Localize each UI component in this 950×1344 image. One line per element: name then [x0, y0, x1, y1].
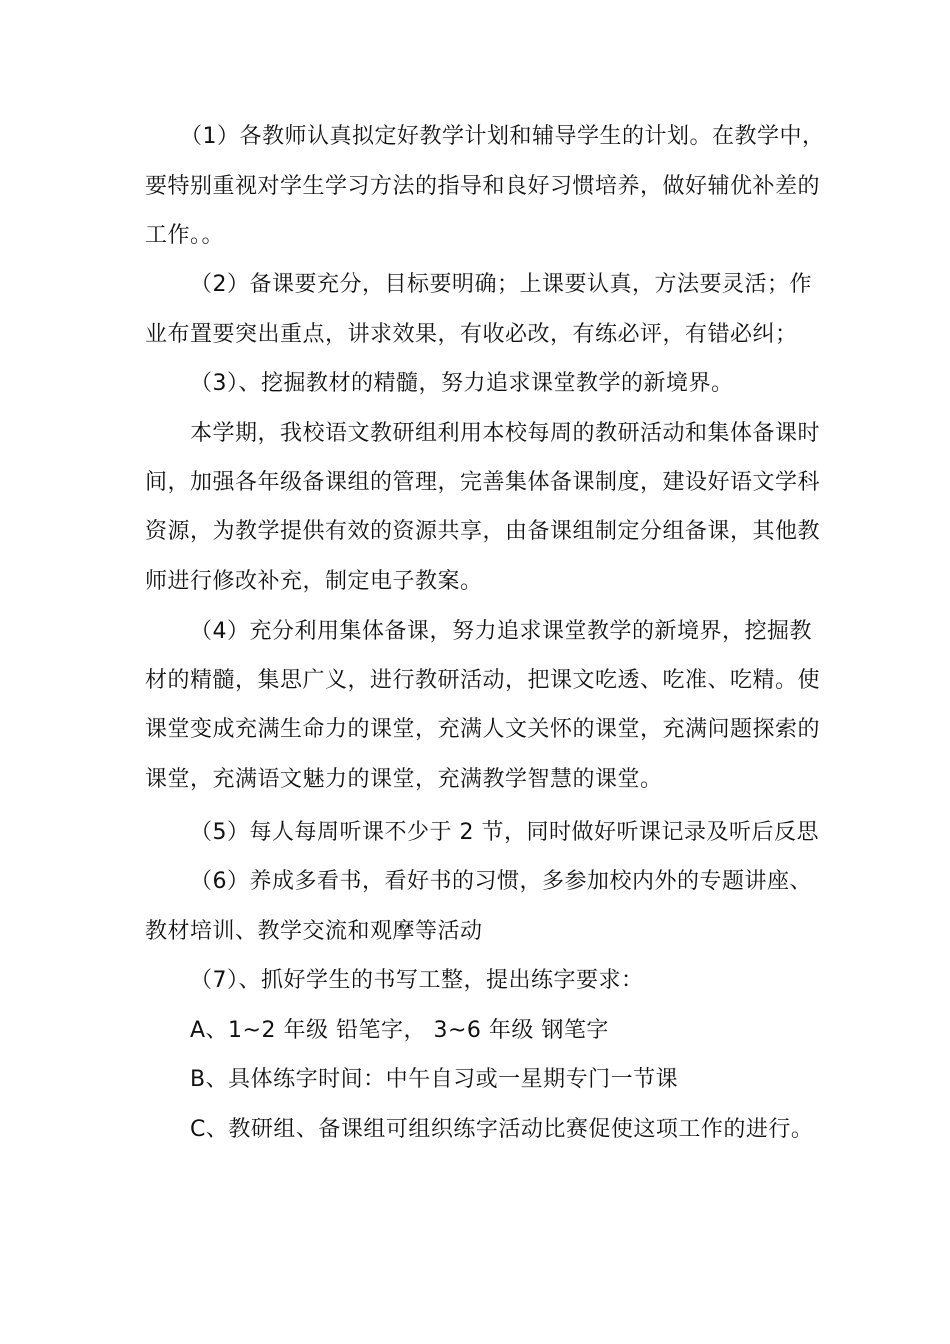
- text-line: 师进行修改补充，制定电子教案。: [145, 569, 483, 594]
- text-line: B、具体练字时间：中午自习或一星期专门一节课: [190, 1067, 679, 1092]
- text-line: 要特别重视对学生学习方法的指导和良好习惯培养，做好辅优补差的: [145, 174, 821, 199]
- text-line: （6）养成多看书，看好书的习惯，多参加校内外的专题讲座、: [190, 869, 812, 894]
- text-line: （7）、抓好学生的书写工整，提出练字要求：: [190, 968, 644, 993]
- text-line: 资源，为教学提供有效的资源共享，由备课组制定分组备课，其他教: [145, 519, 821, 544]
- text-line: 本学期，我校语文教研组利用本校每周的教研活动和集体备课时: [190, 421, 821, 446]
- text-line: （3）、挖掘教材的精髓，努力追求课堂教学的新境界。: [190, 371, 734, 396]
- text-line: 教材培训、教学交流和观摩等活动: [145, 919, 483, 944]
- text-line: 间，加强各年级备课组的管理，完善集体备课制度，建设好语文学科: [145, 470, 821, 495]
- text-line: （2）备课要充分，目标要明确；上课要认真，方法要灵活；作: [190, 272, 812, 297]
- text-line: 工作。。: [145, 223, 225, 248]
- text-line: 材的精髓，集思广义，进行教研活动，把课文吃透、吃准、吃精。使: [145, 668, 821, 693]
- text-line: （1）各教师认真拟定好教学计划和辅导学生的计划。在教学中，: [180, 124, 825, 149]
- text-line: （5）每人每周听课不少于 2 节，同时做好听课记录及听后反思: [190, 820, 819, 845]
- text-line: 业布置要突出重点，讲求效果，有收必改，有练必评，有错必纠；: [145, 322, 798, 347]
- text-line: 课堂变成充满生命力的课堂，充满人文关怀的课堂，充满问题探索的: [145, 717, 821, 742]
- text-line: C、教研组、备课组可组织练字活动比赛促使这项工作的进行。: [190, 1117, 814, 1142]
- text-line: A、1~2 年级 铅笔字， 3~6 年级 钢笔字: [190, 1018, 609, 1043]
- text-line: （4）充分利用集体备课，努力追求课堂教学的新境界，挖掘教: [190, 619, 812, 644]
- text-line: 课堂，充满语文魅力的课堂，充满教学智慧的课堂。: [145, 767, 663, 792]
